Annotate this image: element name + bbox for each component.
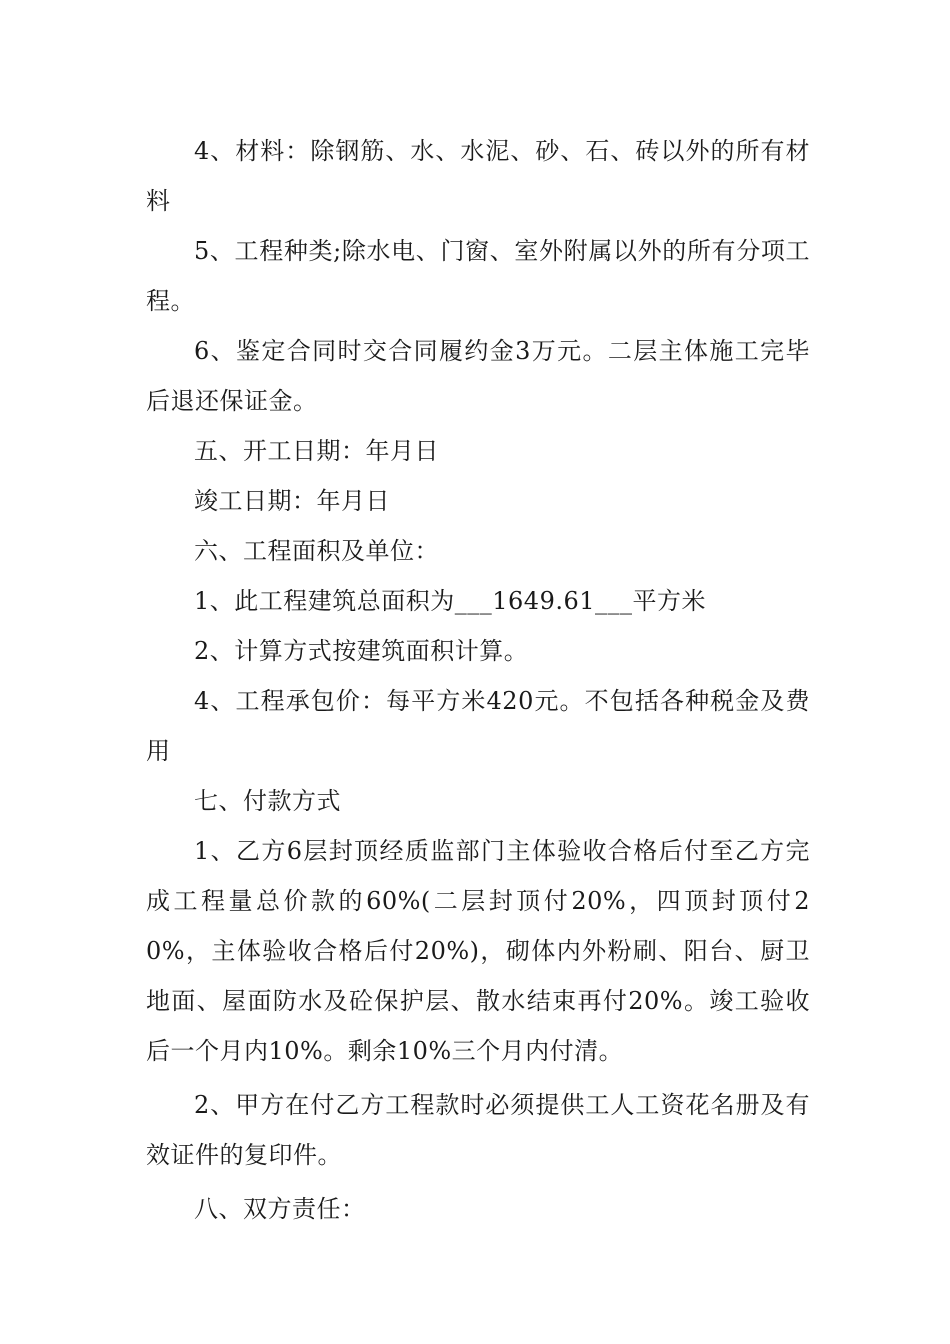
paragraph-payment-schedule: 1、乙方6层封顶经质监部门主体验收合格后付至乙方完成工程量总价款的60%(二层封顶付20%，四顶封顶付20%，主体验收合格后付20%)，砌体内外粉刷、阳台、厨卫地面、屋面防水及砼保护层、散水结束再付20%。竣工验收后一个月内10%。剩余10%三个月内付清。 (146, 837, 810, 1065)
paragraph-area-heading: 六、工程面积及单位： (194, 537, 439, 565)
paragraph-contract-price: 4、工程承包价：每平方米420元。不包括各种税金及费用 (146, 687, 810, 765)
paragraph-payment-heading: 七、付款方式 (194, 787, 341, 815)
paragraph-responsibilities-heading: 八、双方责任： (194, 1195, 366, 1223)
paragraph-performance-bond: 6、鉴定合同时交合同履约金3万元。二层主体施工完毕后退还保证金。 (146, 337, 810, 415)
paragraph-total-area: 1、此工程建筑总面积为___1649.61___平方米 (194, 587, 707, 615)
paragraph-calculation-method: 2、计算方式按建筑面积计算。 (194, 637, 529, 665)
document-page (146, 126, 810, 1234)
paragraph-work-types: 5、工程种类;除水电、门窗、室外附属以外的所有分项工程。 (146, 237, 810, 315)
paragraph-start-date: 五、开工日期：年月日 (194, 437, 439, 465)
paragraph-completion-date: 竣工日期：年月日 (194, 487, 390, 515)
paragraph-payroll-requirement: 2、甲方在付乙方工程款时必须提供工人工资花名册及有效证件的复印件。 (146, 1091, 810, 1169)
paragraph-materials: 4、材料：除钢筋、水、水泥、砂、石、砖以外的所有材料 (146, 137, 810, 215)
